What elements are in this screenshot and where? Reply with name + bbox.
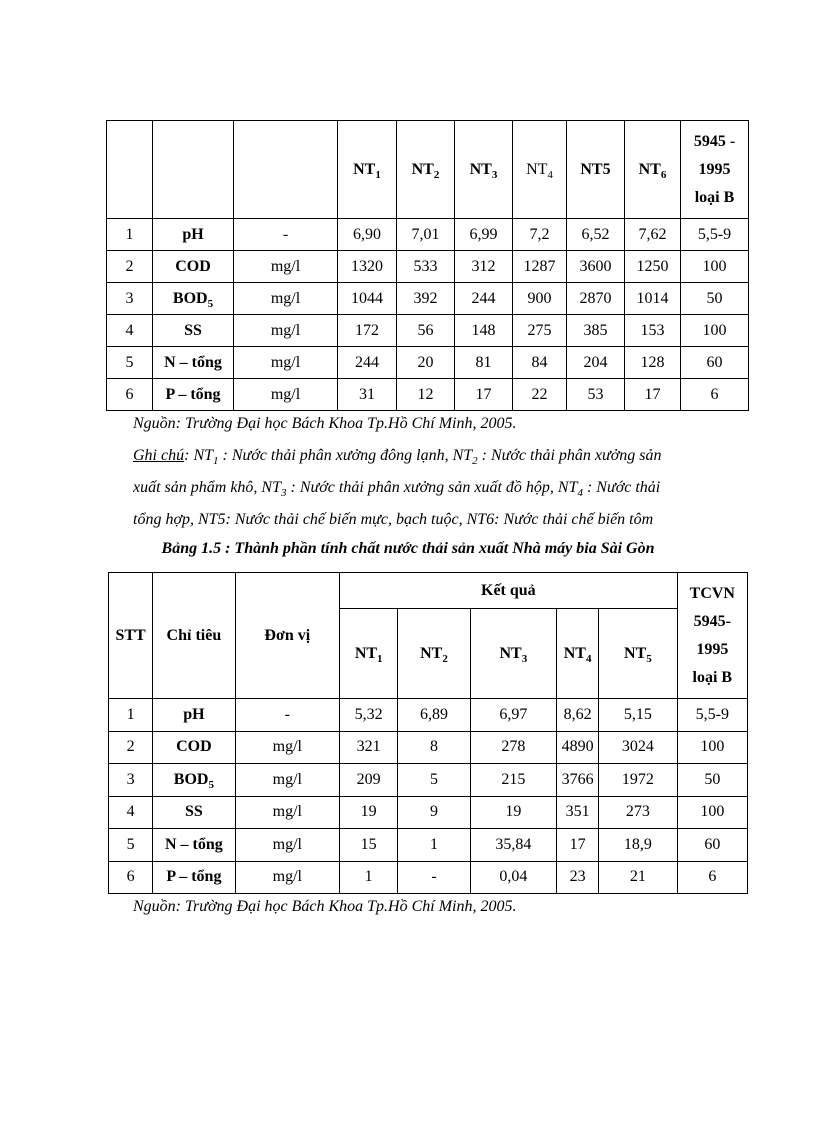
header-nt3: $NT_3$: [455, 121, 513, 219]
cell-value: 153: [625, 315, 681, 347]
cell-value: 900: [513, 283, 567, 315]
header-nt5: $NT_5$: [599, 609, 677, 699]
cell-value: 2870: [567, 283, 625, 315]
table-row: [109, 829, 748, 862]
table-row: [107, 315, 749, 347]
cell-value: 312: [455, 251, 513, 283]
header-nt2: $NT_2$: [397, 121, 455, 219]
cell-value: 19: [340, 796, 398, 829]
cell-value: 1250: [625, 251, 681, 283]
cell-standard: 100: [681, 315, 749, 347]
cell-value: 56: [397, 315, 455, 347]
table-row: [107, 379, 749, 411]
cell-standard: 100: [677, 731, 747, 764]
cell-value: 84: [513, 347, 567, 379]
cell-value: 4890: [557, 731, 599, 764]
cell-value: 351: [557, 796, 599, 829]
cell-unit: -: [235, 699, 339, 732]
header-nt4: $NT_4$: [557, 609, 599, 699]
cell-value: 244: [338, 347, 397, 379]
table-row: [109, 796, 748, 829]
source-note-1: Nguồn: Trường Đại học Bách Khoa Tp.Hồ Chí Minh, 2005.: [133, 415, 517, 432]
cell-value: 1044: [338, 283, 397, 315]
table-row: [107, 347, 749, 379]
cell-value: 5,15: [599, 699, 677, 732]
cell-value: 204: [567, 347, 625, 379]
header-nt2: $NT_2$: [398, 609, 470, 699]
cell-value: 21: [599, 861, 677, 894]
header-don-vi: Đơn vị: [235, 573, 339, 699]
cell-stt: 4: [107, 315, 153, 347]
cell-indicator: N – tổng: [153, 829, 235, 862]
cell-value: 3766: [557, 764, 599, 797]
table-row: [107, 283, 749, 315]
cell-value: 321: [340, 731, 398, 764]
cell-value: 19: [470, 796, 556, 829]
cell-stt: 6: [107, 379, 153, 411]
cell-unit: mg/l: [235, 829, 339, 862]
header-chi-tieu: Chỉ tiêu: [153, 573, 235, 699]
cell-value: 1: [398, 829, 470, 862]
cell-indicator: N – tổng: [153, 347, 234, 379]
cell-value: 6,89: [398, 699, 470, 732]
cell-value: 8: [398, 731, 470, 764]
cell-value: 5,32: [340, 699, 398, 732]
cell-indicator: SS: [153, 796, 235, 829]
cell-value: 148: [455, 315, 513, 347]
table-header-row: [107, 121, 749, 219]
cell-stt: 3: [107, 283, 153, 315]
cell-indicator: P – tổng: [153, 861, 235, 894]
cell-value: 209: [340, 764, 398, 797]
cell-value: 17: [625, 379, 681, 411]
cell-value: 22: [513, 379, 567, 411]
cell-standard: 6: [677, 861, 747, 894]
cell-value: 17: [455, 379, 513, 411]
cell-value: 7,62: [625, 219, 681, 251]
cell-value: 9: [398, 796, 470, 829]
table-row: [107, 219, 749, 251]
cell-value: 3600: [567, 251, 625, 283]
cell-indicator: pH: [153, 219, 234, 251]
cell-unit: -: [234, 219, 338, 251]
cell-value: 23: [557, 861, 599, 894]
table-body: [109, 699, 748, 894]
cell-value: 81: [455, 347, 513, 379]
header-nt4: $NT_4$: [513, 121, 567, 219]
cell-standard: 60: [677, 829, 747, 862]
cell-standard: 100: [681, 251, 749, 283]
cell-value: 215: [470, 764, 556, 797]
table-header-row: [109, 573, 748, 609]
table-row: [109, 699, 748, 732]
cell-value: 172: [338, 315, 397, 347]
note-label: Ghi chú: [133, 447, 185, 464]
header-cell-empty: [107, 121, 153, 219]
header-nt3: $NT_3$: [470, 609, 556, 699]
cell-unit: mg/l: [234, 315, 338, 347]
cell-stt: 1: [109, 699, 153, 732]
cell-value: 3024: [599, 731, 677, 764]
cell-standard: 6: [681, 379, 749, 411]
cell-stt: 5: [109, 829, 153, 862]
table-row: [109, 731, 748, 764]
cell-stt: 6: [109, 861, 153, 894]
cell-value: 273: [599, 796, 677, 829]
table-caption: Bảng 1.5 : Thành phần tính chất nước thải sản xuất Nhà máy bia Sài Gòn: [161, 540, 655, 557]
cell-unit: mg/l: [234, 347, 338, 379]
cell-stt: 5: [107, 347, 153, 379]
cell-value: 18,9: [599, 829, 677, 862]
cell-value: 17: [557, 829, 599, 862]
header-nt1: $NT_1$: [340, 609, 398, 699]
cell-indicator: COD: [153, 731, 235, 764]
cell-value: 6,52: [567, 219, 625, 251]
table-brewery-wastewater: [108, 572, 748, 894]
cell-value: 53: [567, 379, 625, 411]
cell-value: 0,04: [470, 861, 556, 894]
cell-standard: 50: [681, 283, 749, 315]
cell-stt: 2: [107, 251, 153, 283]
header-ket-qua: Kết quả: [340, 573, 678, 609]
cell-value: 128: [625, 347, 681, 379]
cell-indicator: SS: [153, 315, 234, 347]
cell-indicator: pH: [153, 699, 235, 732]
cell-stt: 3: [109, 764, 153, 797]
header-stt: STT: [109, 573, 153, 699]
cell-unit: mg/l: [234, 251, 338, 283]
cell-unit: mg/l: [235, 764, 339, 797]
cell-value: 31: [338, 379, 397, 411]
cell-standard: 5,5-9: [677, 699, 747, 732]
cell-value: -: [398, 861, 470, 894]
cell-value: 1287: [513, 251, 567, 283]
table-row: [109, 764, 748, 797]
header-nt6: $NT_6$: [625, 121, 681, 219]
cell-value: 7,2: [513, 219, 567, 251]
cell-standard: 100: [677, 796, 747, 829]
note-line-3: tổng hợp, NT5: Nước thải chế biến mực, bạch tuộc, NT6: Nước thải chế biến tôm: [133, 511, 654, 528]
cell-indicator: COD: [153, 251, 234, 283]
cell-stt: 2: [109, 731, 153, 764]
cell-unit: mg/l: [234, 379, 338, 411]
cell-value: 8,62: [557, 699, 599, 732]
table-body: [107, 219, 749, 411]
cell-value: 20: [397, 347, 455, 379]
cell-value: 392: [397, 283, 455, 315]
cell-value: 35,84: [470, 829, 556, 862]
cell-stt: 1: [107, 219, 153, 251]
cell-value: 12: [397, 379, 455, 411]
cell-value: 5: [398, 764, 470, 797]
cell-value: 1: [340, 861, 398, 894]
header-nt5: NT5: [567, 121, 625, 219]
cell-value: 1972: [599, 764, 677, 797]
cell-value: 6,99: [455, 219, 513, 251]
cell-unit: mg/l: [235, 861, 339, 894]
note-line-1: Ghi chú: $NT_1$ : Nước thải phân xưởng đông lạnh, $NT_2$ : Nước thải phân xưởng sản: [133, 447, 662, 467]
cell-value: 278: [470, 731, 556, 764]
header-cell-empty: [153, 121, 234, 219]
cell-value: 7,01: [397, 219, 455, 251]
cell-value: 1014: [625, 283, 681, 315]
cell-standard: 5,5-9: [681, 219, 749, 251]
cell-unit: mg/l: [235, 796, 339, 829]
cell-value: 244: [455, 283, 513, 315]
header-cell-empty: [234, 121, 338, 219]
cell-unit: mg/l: [235, 731, 339, 764]
table-row: [107, 251, 749, 283]
cell-indicator: P – tổng: [153, 379, 234, 411]
cell-standard: 60: [681, 347, 749, 379]
cell-value: 6,90: [338, 219, 397, 251]
cell-indicator: $BOD_5$: [153, 764, 235, 797]
header-tcvn: TCVN 5945- 1995 loại B: [677, 573, 747, 699]
note-line-2: xuất sản phẩm khô, $NT_3$ : Nước thải phân xưởng sản xuất đồ hộp, $NT_4$ : Nước thải: [133, 479, 661, 499]
header-standard: 5945 - 1995 loại B: [681, 121, 749, 219]
cell-value: 385: [567, 315, 625, 347]
source-note-2: Nguồn: Trường Đại học Bách Khoa Tp.Hồ Chí Minh, 2005.: [133, 898, 517, 915]
table-row: [109, 861, 748, 894]
header-nt1: $NT_1$: [338, 121, 397, 219]
cell-unit: mg/l: [234, 283, 338, 315]
cell-value: 6,97: [470, 699, 556, 732]
cell-standard: 50: [677, 764, 747, 797]
cell-value: 15: [340, 829, 398, 862]
cell-value: 275: [513, 315, 567, 347]
cell-value: 1320: [338, 251, 397, 283]
cell-stt: 4: [109, 796, 153, 829]
cell-indicator: $BOD_5$: [153, 283, 234, 315]
cell-value: 533: [397, 251, 455, 283]
table-nt-composition: [106, 120, 749, 411]
